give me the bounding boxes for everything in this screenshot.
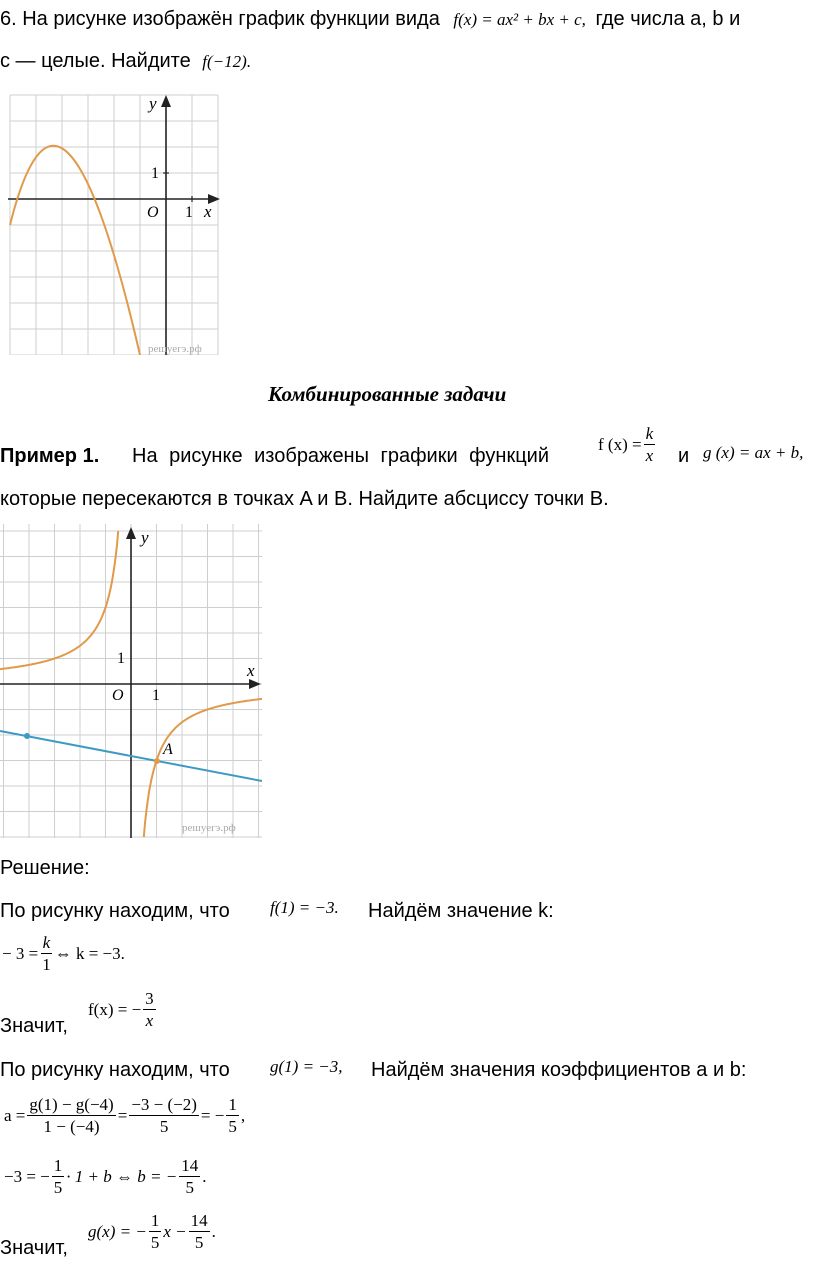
graph2-point-b — [24, 733, 30, 739]
graph2-hyperbola-line — [0, 524, 262, 838]
example1-label: Пример 1. — [0, 445, 100, 467]
f-def-lhs: f (x) = — [598, 434, 642, 454]
solution-znachit1: Значит, — [0, 1015, 68, 1037]
graph2-y-arrow — [126, 527, 136, 539]
solution-p1-b: Найдём значение k: — [368, 900, 554, 922]
graph2-point-a — [154, 758, 160, 764]
graph1-y-label: y — [149, 94, 157, 113]
solution-p1-a: По рисунку находим, что — [0, 900, 230, 922]
graph2-y-label: y — [141, 528, 149, 547]
graph1-watermark: решуегэ.рф — [148, 343, 202, 355]
solution-heading: Решение: — [0, 857, 90, 879]
section-title: Комбинированные задачи — [268, 382, 507, 406]
f-def-frac: $\frac{k}{x}$ — [645, 424, 654, 465]
task6-text-a: 6. На рисунке изображён график функции вида — [0, 8, 440, 30]
graph2-hyperbola-right — [144, 699, 262, 837]
graph1-parabola-curve — [10, 146, 140, 355]
task6-line1 — [0, 8, 740, 31]
graph2-x-label: x — [247, 661, 255, 680]
graph2-point-a-label: A — [163, 741, 173, 758]
eq1-frac: $\frac{k}{1}$ — [42, 933, 51, 974]
example1-and: и — [678, 445, 690, 467]
solution-znachit2: Значит, — [0, 1237, 68, 1259]
graph1-y-arrow — [161, 95, 171, 107]
task6-find-formula: f(−12). — [202, 52, 252, 71]
graph1-one-x: 1 — [185, 204, 193, 221]
solution-p2-a: По рисунку находим, что — [0, 1059, 230, 1081]
task6-text-b: где числа a, b и — [595, 8, 741, 30]
graph1-origin: O — [147, 204, 159, 221]
graph2-x-arrow — [249, 679, 261, 689]
task6-text-c: с — целые. Найдите — [0, 50, 191, 72]
graph1-x-label: x — [204, 202, 212, 221]
task6-line2 — [0, 50, 251, 73]
graph1-grid — [10, 95, 218, 355]
solution-g-result: g(x) = − $\frac{1}{5}$ x − $\frac{14}{5}$ . — [88, 1211, 216, 1252]
graph2-watermark: решуегэ.рф — [182, 822, 236, 834]
example1-text-a: На рисунке изображены графики функций — [132, 445, 550, 467]
graph1-one-y: 1 — [151, 165, 159, 182]
example1-line2: которые пересекаются в точках A и B. Найдите абсциссу точки B. — [0, 488, 609, 510]
solution-f-result: f(x) = − $\frac{3}{x}$ — [88, 989, 154, 1030]
graph2-one-x: 1 — [152, 687, 160, 704]
graph2-origin: O — [112, 687, 124, 704]
graph2-hyperbola-left — [0, 531, 118, 669]
graph2-one-y: 1 — [117, 650, 125, 667]
graph1-parabola — [8, 93, 222, 355]
example1-g-def: g (x) = ax + b, — [703, 443, 804, 462]
example1-f-def — [598, 425, 657, 464]
example1-line1 — [0, 445, 99, 468]
solution-a-calc: a = $\frac{g(1) - g(-4)}{1 - (-4)}$ = $\frac{-3 - (-2)}{5}$ = − $\frac{1}{5}$ , — [4, 1095, 246, 1136]
task6-formula: f(x) = ax² + bx + c, — [453, 10, 586, 29]
solution-p2-b: Найдём значения коэффициентов a и b: — [371, 1059, 747, 1081]
solution-b-calc: −3 = − $\frac{1}{5}$ · 1 + b ⇔ b = − $\frac{14}{5}$ . — [4, 1156, 207, 1197]
solution-p1-formula: f(1) = −3. — [270, 898, 339, 917]
solution-p2-formula: g(1) = −3, — [270, 1057, 343, 1076]
solution-eq1: − 3 = $\frac{k}{1}$ ⇔ k = −3. — [2, 933, 125, 974]
